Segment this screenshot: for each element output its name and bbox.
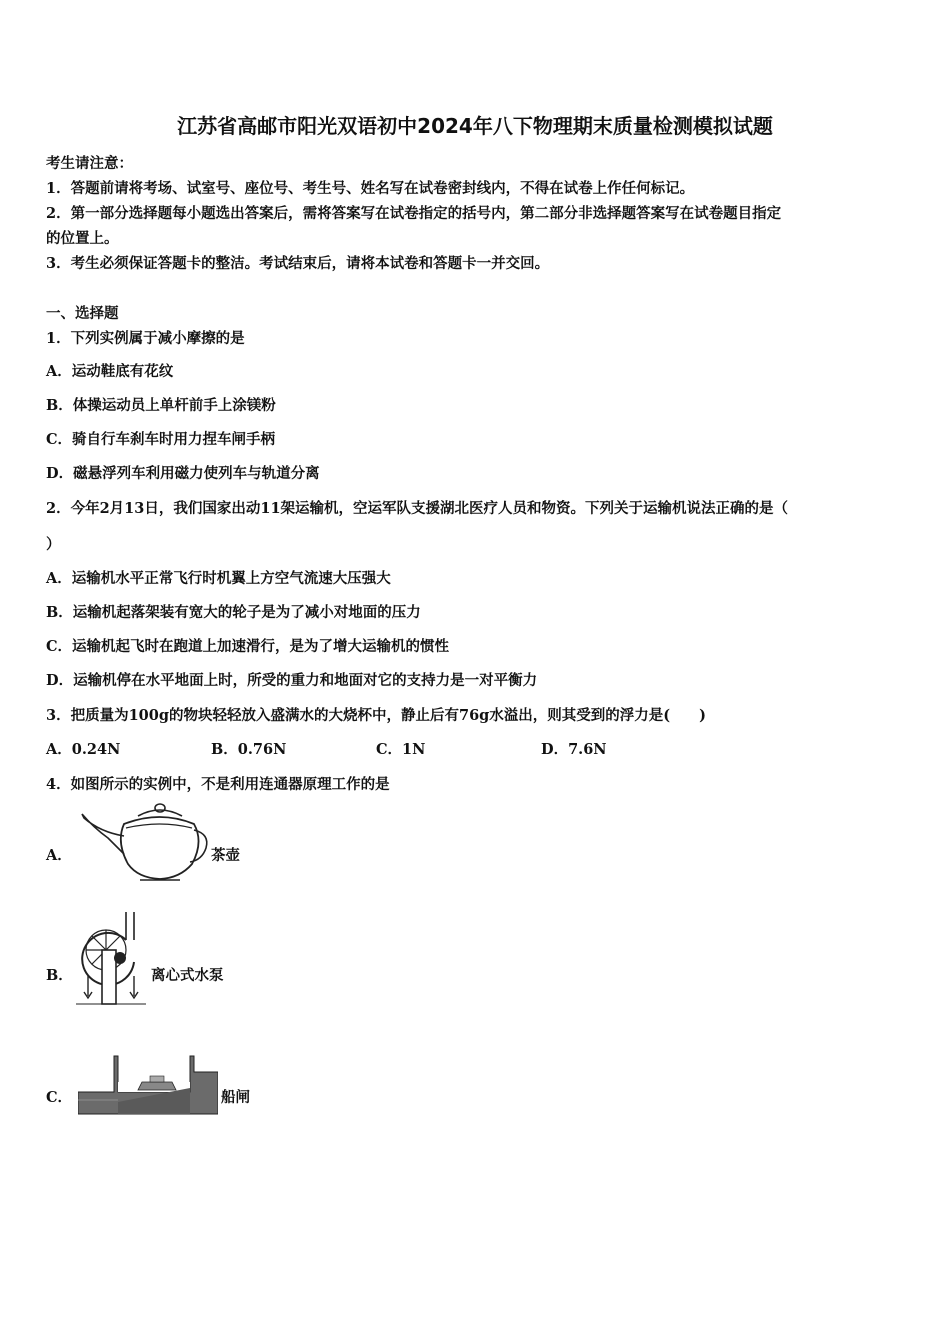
notice-item-1: 1．答题前请将考场、试室号、座位号、考生号、姓名写在试卷密封线内，不得在试卷上作任何标记。 [46,180,695,197]
q1-option-c: C．骑自行车刹车时用力捏车闸手柄 [46,431,276,448]
centrifugal-pump-figure [76,910,146,1006]
q3-stem: 3．把质量为100g的物块轻轻放入盛满水的大烧杯中，静止后有76g水溢出，则其受到的浮力是( ) [46,707,707,724]
q2-stem-line2: ） [46,536,61,553]
q1-option-b: B．体操运动员上单杆前手上涂镁粉 [46,397,276,414]
q2-option-b: B．运输机起落架装有宽大的轮子是为了减小对地面的压力 [46,604,421,621]
page-title: 江苏省高邮市阳光双语初中2024年八下物理期末质量检测模拟试题 [177,114,773,138]
notice-item-3: 3．考生必须保证答题卡的整洁。考试结束后，请将本试卷和答题卡一并交回。 [46,255,550,272]
q1-stem: 1．下列实例属于减小摩擦的是 [46,330,245,347]
q2-option-c: C．运输机起飞时在跑道上加速滑行，是为了增大运输机的惯性 [46,638,450,655]
q4-option-a-caption: 茶壶 [211,847,240,864]
q3-option-d: D．7.6N [541,741,607,758]
q2-option-a: A．运输机水平正常飞行时机翼上方空气流速大压强大 [46,570,391,587]
q3-option-a: A．0.24N [46,741,121,758]
q2-stem-line1: 2．今年2月13日，我们国家出动11架运输机，空运军队支援湖北医疗人员和物资。下列关于运输机说法正确的是（ [46,500,789,517]
q4-option-c-caption: 船闸 [221,1089,250,1106]
q4-stem: 4．如图所示的实例中，不是利用连通器原理工作的是 [46,776,390,793]
notice-item-2-cont: 的位置上。 [46,230,119,247]
q4-option-a-letter: A． [46,847,72,864]
q1-option-d: D．磁悬浮列车利用磁力使列车与轨道分离 [46,465,320,482]
teapot-figure [80,802,210,884]
notice-item-2: 2．第一部分选择题每小题选出答案后，需将答案写在试卷指定的括号内，第二部分非选择题答案写在试卷题目指定 [46,205,782,222]
ship-lock-figure [78,1052,218,1116]
q2-option-d: D．运输机停在水平地面上时，所受的重力和地面对它的支持力是一对平衡力 [46,672,538,689]
q4-option-b-caption: 离心式水泵 [151,967,224,984]
q3-option-c: C．1N [376,741,426,758]
q4-option-b-letter: B． [46,967,73,984]
section-heading: 一、选择题 [46,305,119,322]
notice-heading: 考生请注意： [46,155,133,172]
q4-option-c-letter: C． [46,1089,73,1106]
q1-option-a: A．运动鞋底有花纹 [46,363,174,380]
q3-option-b: B．0.76N [211,741,287,758]
